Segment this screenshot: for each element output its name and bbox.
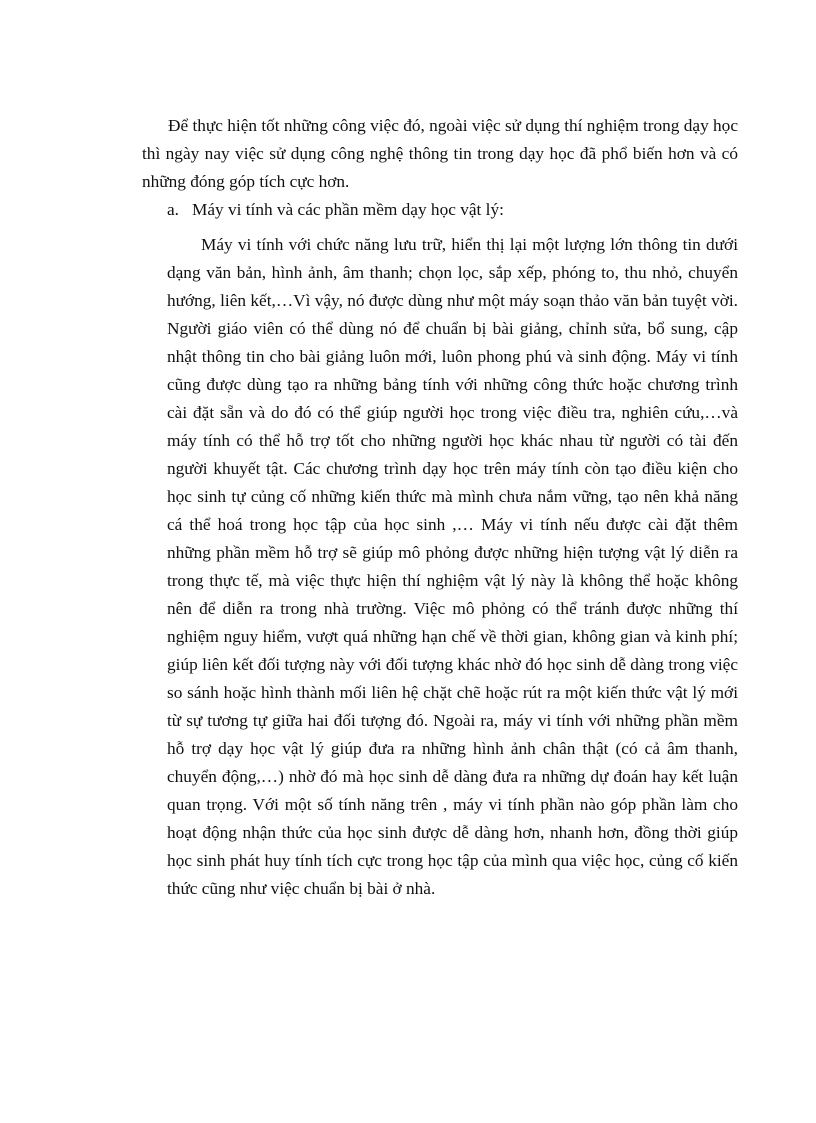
intro-paragraph: Để thực hiện tốt những công việc đó, ngoài việc sử dụng thí nghiệm trong dạy học thì ngày nay việc sử dụng công nghệ thông tin trong dạy học đã phổ biến hơn và có những đóng góp tích cực hơn. [142, 116, 738, 191]
section-a-heading: a. Máy vi tính và các phần mềm dạy học vật lý: [167, 200, 504, 219]
section-a-paragraph: Máy vi tính với chức năng lưu trữ, hiển thị lại một lượng lớn thông tin dưới dạng văn bản, hình ảnh, âm thanh; chọn lọc, sắp xếp, phóng to, thu nhỏ, chuyển hướng, liên kết,…Vì vậy, nó được dùng như một máy soạn thảo văn bản tuyệt vời. Người giáo viên có thể dùng nó để chuẩn bị bài giảng, chỉnh sửa, bổ sung, cập nhật thông tin cho bài giảng luôn mới, luôn phong phú và sinh động. Máy vi tính cũng được dùng tạo ra những bảng tính với những công thức hoặc chương trình cài đặt sẵn và do đó có thể giúp người học trong việc điều tra, nghiên cứu,…và máy tính có thể hỗ trợ tốt cho những người học khác nhau từ người có tài đến người khuyết tật. Các chương trình dạy học trên máy tính còn tạo điều kiện cho học sinh tự củng cố những kiến thức mà mình chưa nắm vững, tạo nên khả năng cá thể hoá trong học tập của học sinh ,… Máy vi tính nếu được cài đặt thêm những phần mềm hỗ trợ sẽ giúp mô phỏng được những hiện tượng vật lý diễn ra trong thực tế, mà việc thực hiện thí nghiệm vật lý này là không thể hoặc không nên để diễn ra trong nhà trường. Việc mô phỏng có thể tránh được những thí nghiệm nguy hiểm, vượt quá những hạn chế về thời gian, không gian và kinh phí; giúp liên kết đối tượng này với đối tượng khác nhờ đó học sinh dễ dàng trong việc so sánh hoặc hình thành mối liên hệ chặt chẽ hoặc rút ra một kiến thức vật lý mới từ sự tương tự giữa hai đối tượng đó. Ngoài ra, máy vi tính với những phần mềm hỗ trợ dạy học vật lý giúp đưa ra những hình ảnh chân thật (có cả âm thanh, chuyển động,…) nhờ đó mà học sinh dễ dàng đưa ra những dự đoán hay kết luận quan trọng. Với một số tính năng trên , máy vi tính phần nào góp phần làm cho hoạt động nhận thức của học sinh được dễ dàng hơn, nhanh hơn, đồng thời giúp học sinh phát huy tính tích cực trong học tập của mình qua việc học, củng cố kiến thức cũng như việc chuẩn bị bài ở nhà. [167, 235, 738, 898]
